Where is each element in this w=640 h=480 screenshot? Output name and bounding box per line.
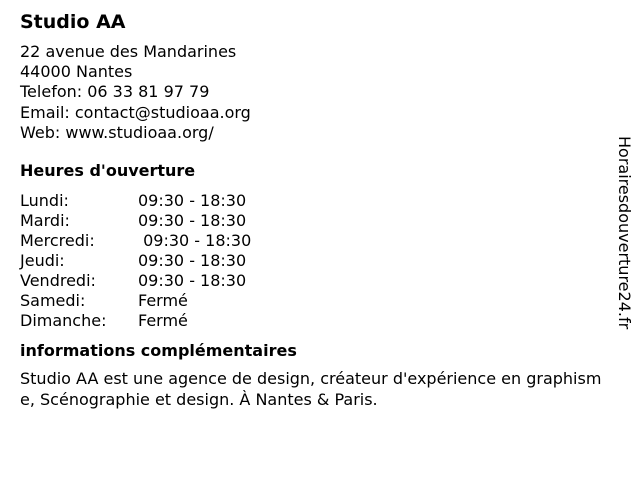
hours-row-tuesday	[20, 211, 251, 231]
day-label: Lundi:	[20, 191, 69, 211]
phone-number: Telefon: 06 33 81 97 79	[20, 82, 210, 102]
day-label: Mercredi:	[20, 231, 95, 251]
hours-row-friday	[20, 271, 251, 291]
hours-row-sunday	[20, 311, 251, 331]
day-label: Samedi:	[20, 291, 86, 311]
hours-row-monday	[20, 191, 251, 211]
additional-info-heading: informations complémentaires	[20, 341, 297, 361]
business-card	[20, 10, 610, 410]
website: Web: www.studioaa.org/	[20, 122, 214, 142]
hours-row-saturday	[20, 291, 251, 311]
opening-hours-table	[20, 191, 251, 331]
day-label: Vendredi:	[20, 271, 96, 291]
day-label: Jeudi:	[20, 251, 65, 271]
hours-row-thursday	[20, 251, 251, 271]
day-hours: 09:30 - 18:30	[138, 191, 247, 211]
day-label: Dimanche:	[20, 311, 107, 331]
business-name: Studio AA	[20, 11, 126, 33]
day-hours: 09:30 - 18:30	[138, 231, 252, 251]
hours-row-wednesday	[20, 231, 251, 251]
contact-block	[20, 42, 610, 143]
day-hours: 09:30 - 18:30	[138, 211, 247, 231]
day-hours: 09:30 - 18:30	[138, 271, 247, 291]
address-line-city: 44000 Nantes	[20, 62, 133, 82]
email-address: Email: contact@studioaa.org	[20, 102, 251, 122]
day-hours: Fermé	[138, 291, 188, 311]
business-description: Studio AA est une agence de design, créateur d'expérience en graphisme, Scénographie et design. À Nantes & Paris.	[20, 369, 602, 409]
address-line-street: 22 avenue des Mandarines	[20, 42, 237, 61]
day-hours: Fermé	[138, 311, 188, 331]
day-label: Mardi:	[20, 211, 70, 231]
day-hours: 09:30 - 18:30	[138, 251, 247, 271]
opening-hours-heading: Heures d'ouverture	[20, 161, 196, 181]
watermark-label: Horairesdouverture24.fr	[615, 136, 634, 330]
